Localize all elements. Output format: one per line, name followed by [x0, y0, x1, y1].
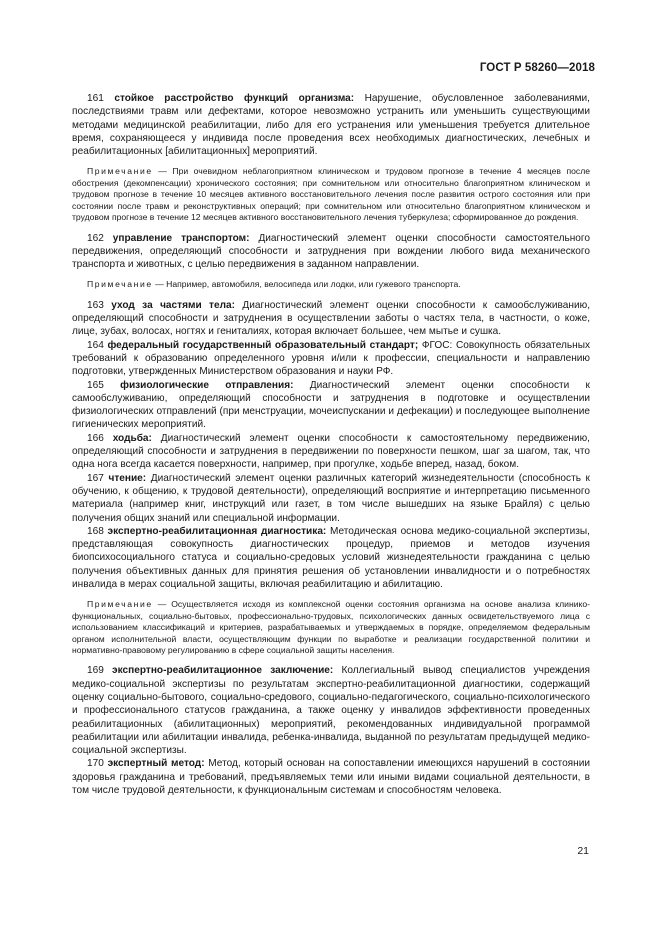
entry-number: 168 — [87, 525, 104, 537]
document-body — [72, 92, 590, 797]
entry-number: 163 — [87, 299, 104, 311]
entry-number: 162 — [87, 232, 104, 244]
entry-definition: ФГОС: Совокупность обязательных требований к образованию определенного уровня и/или к профессии, специальности и направлению подготовки, утвержденных Министерством образования и науки РФ. — [72, 339, 591, 378]
note-161: Примечание — При очевидном неблагоприятном клиническом и трудовом прогнозе в течение 4 месяцев после обострения (декомпенсации) хронического состояния; при сомнительном или относительно благоприятном клиническом и трудовом прогнозе в течение 10 месяцев активного восстановительного лечения после развития острого состояния или при состоянии после травм и реконструктивных операций; при сомнительном или относительно благоприятном клиническом и трудовом прогнозе в течение 12 месяцев активного восстановительного лечения туберкулеза; сформированное до рождения. — [72, 166, 590, 223]
entry-term: стойкое расстройство функций организма: — [114, 93, 355, 104]
term-entry-161 — [72, 92, 590, 158]
entry-term: экспертный метод: — [107, 758, 205, 770]
term-entry-166 — [72, 432, 590, 472]
term-entry-164 — [72, 339, 590, 379]
entry-definition: Нарушение, обусловленное заболеваниями, последствиями травм или дефектами, которое невозможно устранить или уменьшить существующими методами медицинской реабилитации, либо для его устранения или уменьшения требуется длительное время, сохраняющееся у индивида после проведения всех необходимых диагностических, лечебных и реабилитационных [абилитационных] мероприятий. — [72, 93, 590, 158]
entry-term: уход за частями тела: — [111, 299, 236, 311]
note-162: Примечание — Например, автомобиля, велосипеда или лодки, или гужевого транспорта. — [87, 279, 461, 290]
entry-definition: Диагностический элемент оценки способности к самостоятельному передвижению, определяющий способности и затруднения в передвижении по поверхности пешком, шаг за шагом, так, что одна нога всегда касается поверхности, например, при прогулке, ходьбе вперед, назад, боком. — [72, 432, 590, 471]
page-number: 21 — [577, 845, 589, 857]
entry-definition: Диагностический элемент оценки различных категорий жизнедеятельности (способность к обучению, к общению, к трудовой деятельности), определяющий восприятие и интерпретацию письменного материала (например книг, инструкций или газет, в том числе вышедших на языке Брайля) с целью получения общих знаний или специальной информации. — [72, 472, 590, 524]
entry-term: управление транспортом: — [112, 232, 250, 244]
note-label: Примечание — [87, 279, 153, 290]
note-168: Примечание — Осуществляется исходя из комплексной оценки состояния организма на основе анализа клинико-функциональных, социально-бытовых, профессионально-трудовых, психологических данных освидетельствуемого лица с использованием классификаций и критериев, разрабатываемых и утверждаемых в порядке, определяемом федеральным органом исполнительной власти, осуществляющим функции по выработке и реализации государственной политики и нормативно-правовому регулированию в сфере социальной защиты населения. — [72, 599, 591, 655]
entry-term: экспертно-реабилитационная диагностика: — [107, 525, 327, 537]
entry-number: 165 — [87, 379, 104, 391]
entry-term: ходьба: — [112, 432, 152, 444]
term-entry-165 — [72, 379, 590, 432]
entry-number: 166 — [87, 432, 104, 444]
entry-number: 167 — [87, 472, 104, 484]
entry-number: 169 — [87, 665, 104, 677]
entry-definition: Метод, который основан на сопоставлении имеющихся нарушений в состоянии здоровья гражданина и требований, предъявляемых теми или иными видами социальной деятельности, в том числе трудовой деятельности, к функциональным системам и способностям человека. — [72, 758, 590, 797]
entry-definition: Коллегиальный вывод специалистов учреждения медико-социальной экспертизы по результатам экспертно-реабилитационной диагностики, содержащий оценку социально-бытового, социально-средового, социально-педагогического, социально-психологического и профессионального статусов гражданина, а также оценку у инвалидов эффективности проведенных реабилитационных (абилитационных) мероприятий, рекомендованных индивидуальной программой реабилитации или абилитации инвалида, ребенка-инвалида, выданной по результатам предыдущей медико-социальной экспертизы. — [72, 665, 590, 757]
entry-term: экспертно-реабилитационное заключение: — [112, 665, 334, 677]
note-text: Осуществляется исходя из комплексной оценки состояния организма на основе анализа клинико-функциональных, социально-бытовых, профессионально-трудовых, психологических данных освидетельствуемого лица с использованием классификаций и критериев, разрабатываемых и утверждаемых в порядке, определяемом федеральным органом исполнительной власти, осуществляющим функции по выработке и реализации государственной политики и нормативно-правовому регулированию в сфере социальной защиты населения. — [72, 599, 591, 655]
term-entry-167 — [72, 472, 590, 525]
entry-term: федеральный государственный образовательный стандарт; — [107, 339, 419, 351]
note-label: Примечание — [87, 599, 153, 610]
entry-term: физиологические отправления: — [120, 379, 294, 391]
entry-term: чтение: — [108, 472, 147, 484]
entry-definition: Диагностический элемент оценки способности к самообслуживанию, определяющий способности и затруднения в подготовке и осуществлении физиологических отправлений (при менструации, мочеиспускании и дефекации) и последующее выполнение гигиенических мероприятий. — [72, 379, 590, 431]
term-entry-162 — [72, 232, 590, 272]
entry-number: 161 — [87, 93, 104, 104]
entry-number: 170 — [87, 758, 104, 770]
note-text: Например, автомобиля, велосипеда или лодки, или гужевого транспорта. — [166, 279, 461, 290]
entry-definition: Диагностический элемент оценки способности самостоятельного передвижения, определяющий способности и затруднения при вождении любого вида механического транспорта и животных, с целью передвижения в заданном направлении. — [72, 232, 590, 271]
note-label: Примечание — [87, 166, 153, 177]
term-entry-170 — [72, 757, 590, 797]
entry-definition: Методическая основа медико-социальной экспертизы, представляющая совокупность диагностических процедур, приемов и методов изучения биопсихосоциального статуса и социально-средовых условий жизнедеятельности гражданина с целью получения объективных данных для принятия решения об установлении инвалидности и о потребностях инвалида в мерах социальной защиты, включая реабилитацию и абилитацию. — [72, 525, 590, 591]
term-entry-169 — [72, 664, 590, 757]
term-entry-163 — [72, 299, 590, 339]
entry-number: 164 — [87, 339, 104, 351]
term-entry-168 — [72, 525, 590, 591]
standard-header: ГОСТ Р 58260—2018 — [479, 62, 595, 74]
entry-definition: Диагностический элемент оценки способности к самообслуживанию, определяющий способности и затруднения в осуществлении заботы о частях тела, в частности, о коже, лице, зубах, волосах, ногтях и гениталиях, которая включает большее, чем мытье и сушка. — [72, 299, 590, 338]
note-text: При очевидном неблагоприятном клиническом и трудовом прогнозе в течение 4 месяцев после обострения (декомпенсации) хронического состояния; при сомнительном или относительно благоприятном клиническом и трудовом прогнозе в течение 10 месяцев активного восстановительного лечения после развития острого состояния или при состоянии после травм и реконструктивных операций; при сомнительном или относительно благоприятном клиническом и трудовом прогнозе в течение 12 месяцев активного восстановительного лечения туберкулеза; сформированное до рождения. — [72, 166, 590, 223]
